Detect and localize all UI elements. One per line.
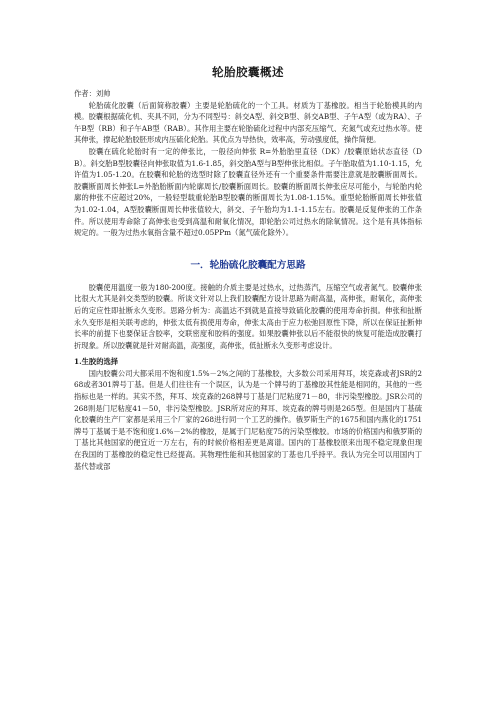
section-paragraph-1: 胶囊使用温度一般为180-200度。接触的介质主要是过热水，过热蒸汽，压缩空气或者氮气。胶囊伸张比很大尤其是斜交类型的胶囊。所谈文针对以上我们胶囊配方设计思路为耐高温，高伸张，耐氧化，高伸张后的定应性即扯断永久变形。思路分析为：高温达不到就是直接导致硫化胶囊的使用寿命折损。伸张和扯断永久变形是相关联考虑的，伸张太低有损使用寿命，伸张太高由于应力松弛回原性下降，所以在保证扯断伸长率的前提下也要保证含胶率，交联密度和胶料的强度。如果胶囊伸张以后不能很快的恢复可能造成胶囊打折现象。所以胶囊就是针对耐高温，高强度，高伸张，低扯断永久变形考虑设计。 xyxy=(74,282,422,350)
intro-paragraph-1: 轮胎硫化胶囊（后面简称胶囊）主要是轮胎硫化的一个工具。材质为丁基橡胶。相当于轮胎模具的内模。胶囊根据硫化机、夹具不同，分为不同型号：斜交A型、斜交B型、斜交AB型、子午A型（或为RA）、子午B型（RB）和子午AB型（RAB）。其作用主要在轮胎硫化过程中内部充压缩气、充氮气或充过热水等。使其伸张，撑起轮胎胶胚形成内压硫化轮胎。其优点为导热快，效率高，劳动强度低，操作简便。 xyxy=(74,100,422,145)
document-content xyxy=(74,64,422,472)
subsection-title: 1.生胶的选择 xyxy=(74,357,119,367)
section-title: 一．轮胎硫化胶囊配方思路 xyxy=(190,259,306,271)
document-title: 轮胎胶囊概述 xyxy=(212,65,284,79)
subsection-paragraph-1: 国内胶囊公司大都采用不饱和度1.5%－2%之间的丁基橡胶，大多数公司采用拜耳，埃克森或者JSR的268或者301牌号丁基。但是人们往往有一个误区，认为是一个牌号的丁基橡胶其性能是相同的，其他的一些指标也是一样的。其实不然，拜耳、埃克森的268牌号丁基是门尼粘度71－80，非污染型橡胶。JSR公司的268则是门尼粘度41－50，非污染型橡胶。JSR所对应的拜耳、埃克森的牌号则是265型。但是国内丁基硫化胶囊的生产厂家都是采用三个厂家的268进行同一个工艺的操作。俄罗斯生产的1675和国内燕化的1751牌号丁基属于是不饱和度1.6%－2%的橡胶，是属于门尼粘度75的污染型橡胶。市场的价格国内和俄罗斯的丁基比其他国家的便宜近一万左右，有的时候价格相差更是离谱。国内的丁基橡胶原来出现不稳定现象但现在我国的丁基橡胶的稳定性已经提高。其物理性能和其他国家的丁基也几乎持平。我认为完全可以用国内丁基代替或部 xyxy=(74,368,422,471)
intro-paragraph-2: 胶囊在硫化轮胎时有一定的伸张比，一般径向伸张 R=外胎胎里直径（DK）/胶囊原始状态直径（DB）。斜交胎B型胶囊径向伸张取值为1.6-1.85，斜交胎A型与B型伸张比相似。子午胎取值为1.10-1.15，允许值为1.05-1.20。在胶囊和轮胎的选型时除了胶囊直径外还有一个重要条件需要注意就是胶囊断面周长。胶囊断面周长伸张L=外胎胎断面内轮廓周长/胶囊断面周长。胶囊的断面周长伸张应尽可能小，与轮胎内轮廓的伸张不应超过20%，一般轻型载重轮胎B型胶囊的断面周长为1.08-1.15%。重型轮胎断面周长伸张值为1.02-1.04，A型胶囊断面周长伸张值较大，斜交、子午胎均为1.1-1.15左右。胶囊是反复伸张的工作条件。所以使用寿命除了高伸张也受到高温和耐氧化情况，即轮胎公司过热水的除氧情况。这个是有具体指标规定的。一般为过热水氧指含量不超过0.05PPm（氮气硫化除外）。 xyxy=(74,146,422,238)
author-line: 作者：刘帅 xyxy=(74,89,111,98)
